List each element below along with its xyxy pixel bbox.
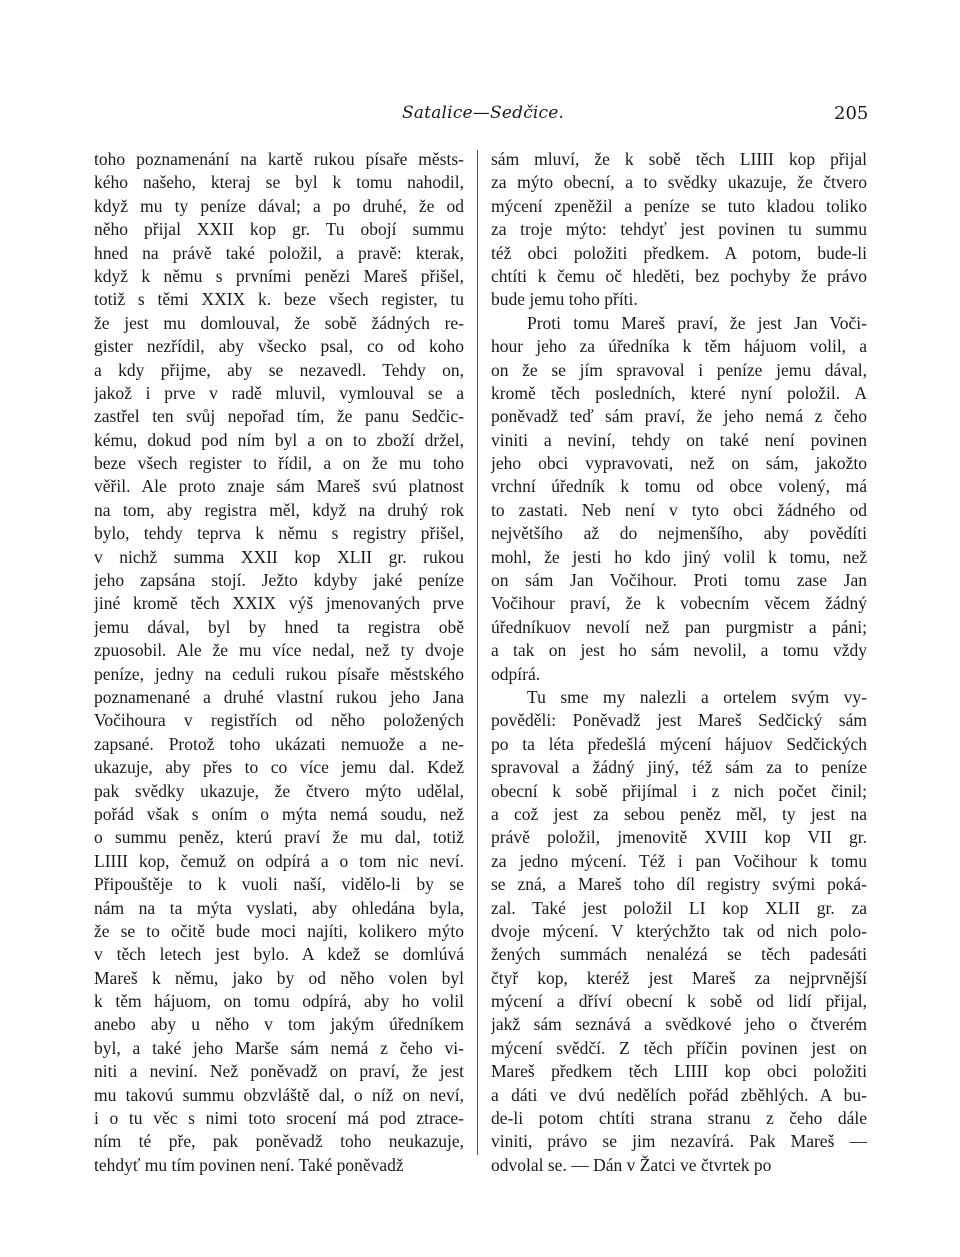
text-line: anebo aby u něho v tom jakým úředníkem bbox=[94, 1014, 464, 1035]
text-line: obecní k sobě přijímal i z nich počet činil; bbox=[491, 780, 867, 801]
text-line: Vočihour praví, že k vobecním věcem žádný bbox=[491, 593, 867, 614]
text-line: a kdy přijme, aby se nezavedl. Tehdy on, bbox=[94, 359, 464, 380]
text-line: k těm hájuom, on tomu odpírá, aby ho volil bbox=[94, 991, 464, 1012]
text-line: beze všech register to řídil, a on že mu toho bbox=[94, 453, 464, 474]
text-line: žených summách nenalézá se těch padesáti bbox=[491, 944, 867, 965]
text-line: mýcení zpeněžil a peníze se tuto kladou toliko bbox=[491, 195, 867, 216]
text-line: a tak on jest ho sám nevolil, a tomu vždy bbox=[491, 640, 867, 661]
text-line: jiné kromě těch XXIX výš jmenovaných prve bbox=[94, 593, 464, 614]
text-line: on že se jím spravoval i peníze jemu dával, bbox=[491, 359, 867, 380]
text-line: v nichž summa XXII kop XLII gr. rukou bbox=[94, 546, 464, 567]
text-line: čtyř kop, kteréž jest Mareš za nejprvnější bbox=[491, 967, 867, 988]
text-line: zapsané. Protož toho ukázati nemuože a ne- bbox=[94, 733, 464, 754]
text-line: gister nezřídil, aby všecko psal, co od koho bbox=[94, 336, 464, 357]
text-line: niti a neviní. Než poněvadž on praví, že jest bbox=[94, 1061, 464, 1082]
text-line: tehdyť mu tím povinen není. Také poněvadž bbox=[94, 1154, 404, 1175]
text-line: za jedno mýcení. Též i pan Vočihour k tomu bbox=[491, 850, 867, 871]
left-text-column bbox=[94, 148, 464, 1177]
text-line: Vočihoura v registřích od něho položených bbox=[94, 710, 464, 731]
text-line: když mu ty peníze dával; a po druhé, že od bbox=[94, 195, 464, 216]
text-line: LIIII kop, čemuž on odpírá a o tom nic neví. bbox=[94, 850, 464, 871]
running-title: Satalice—Sedčice. bbox=[402, 103, 565, 123]
text-line: jemu dával, byl by hned ta registra obě bbox=[94, 616, 464, 637]
text-line: věřil. Ale proto znaje sám Mareš svú platnost bbox=[94, 476, 464, 497]
text-line: jakž sám seznává a svědkové jeho o čtverém bbox=[491, 1014, 867, 1035]
text-line: mu takovú summu obzvláště dal, o níž on neví, bbox=[94, 1084, 464, 1105]
text-line: toho poznamenání na kartě rukou písaře městs- bbox=[94, 149, 464, 169]
right-text-column bbox=[491, 148, 867, 1177]
text-line: jeho zapsána stojí. Ježto kdyby jaké peníze bbox=[94, 570, 464, 591]
text-line: Mareš k němu, jako by od něho volen byl bbox=[94, 967, 464, 988]
text-line: Připouštěje to k vuoli naší, vidělo-li by se bbox=[94, 874, 464, 895]
text-line: poněvadž teď sám praví, že jeho nemá z čeho bbox=[491, 406, 867, 427]
text-line: a dáti ve dvú nedělích pořád zběhlých. A bu- bbox=[491, 1084, 867, 1105]
text-line: za troje mýto: tehdyť jest povinen tu summu bbox=[491, 219, 867, 240]
text-line: bude jemu toho příti. bbox=[491, 289, 638, 310]
text-line: totiž s těmi XXIX k. beze všech register, tu bbox=[94, 289, 464, 310]
page-number: 205 bbox=[834, 103, 869, 124]
text-line: spravoval a žádný jiný, též sám za to peníze bbox=[491, 757, 867, 778]
text-line: kého našeho, kteraj se byl k tomu nahodil, bbox=[94, 172, 464, 193]
text-line: za mýto obecní, a to svědky ukazuje, že čtvero bbox=[491, 172, 867, 193]
text-line: o summu peněz, kterú praví že mu dal, totiž bbox=[94, 827, 464, 848]
text-line: de-li potom chtíti strana stranu z čeho dále bbox=[491, 1108, 867, 1129]
text-line: poznamenané a druhé vlastní rukou jeho Jana bbox=[94, 686, 464, 707]
text-line: Proti tomu Mareš praví, že jest Jan Voči- bbox=[527, 312, 867, 333]
text-line: největšího až do nejmenšího, aby povědíti bbox=[491, 523, 867, 544]
text-line: odpírá. bbox=[491, 663, 541, 684]
text-line: zpuosobil. Ale že mu více nedal, než ty dvoje bbox=[94, 640, 464, 661]
text-line: Mareš předkem těch LIIII kop obci položiti bbox=[491, 1061, 867, 1082]
text-line: že jest mu domlouval, že sobě žádných re- bbox=[94, 312, 464, 333]
text-line: úředníkuov nevolí než pan purgmistr a páni; bbox=[491, 616, 867, 637]
text-line: hour jeho za úředníka k těm hájuom volil, a bbox=[491, 336, 867, 357]
text-line: kromě těch posledních, které nyní položil. A bbox=[491, 382, 867, 403]
text-line: právě položil, jmenovitě XVIII kop VII gr. bbox=[491, 827, 867, 848]
text-line: zal. Také jest položil LI kop XLII gr. za bbox=[491, 897, 867, 918]
text-line: dvoje mýcení. V kterýchžto tak od nich polo- bbox=[491, 920, 867, 941]
text-line: a což jest za sebou peněz měl, ty jest na bbox=[491, 803, 867, 824]
text-line: když k němu s prvními penězi Mareš přišel, bbox=[94, 265, 464, 286]
text-line: hned na právě také položil, a pravě: kterak, bbox=[94, 242, 464, 263]
text-line: jeho obci vypravovati, než on sám, jakožto bbox=[491, 453, 867, 474]
text-line: nám na ta mýta vyslati, aby ohledána byla, bbox=[94, 897, 464, 918]
text-line: viniti, právo se jim nezavírá. Pak Mareš — bbox=[491, 1131, 867, 1152]
text-line: po ta léta předešlá mýcení hájuov Sedčických bbox=[491, 733, 867, 754]
text-line: viniti a neviní, tehdy on také není povinen bbox=[491, 429, 867, 450]
text-line: peníze, jedny na ceduli rukou písaře městského bbox=[94, 663, 464, 684]
text-line: v těch letech jest bylo. A kdež se domlúvá bbox=[94, 944, 464, 965]
text-line: vrchní úředník k tomu od obce volený, má bbox=[491, 476, 867, 497]
text-line: kému, dokud pod ním byl a on to zboží držel, bbox=[94, 429, 464, 450]
text-line: ním té pře, pak poněvadž toho neukazuje, bbox=[94, 1131, 464, 1152]
text-line: bylo, tehdy teprva k němu s registry přišel, bbox=[94, 523, 464, 544]
text-line: na tom, aby registra měl, když na druhý rok bbox=[94, 499, 464, 520]
text-line: se zná, a Mareš toho díl registry svými poká- bbox=[491, 874, 867, 895]
text-line: mýcení a dříví obecní k sobě od lidí přijal, bbox=[491, 991, 867, 1012]
text-line: sám mluví, že k sobě těch LIIII kop přijal bbox=[491, 149, 867, 169]
column-divider bbox=[477, 150, 478, 1155]
text-line: mohl, že jesti ho kdo jiný volil k tomu, než bbox=[491, 546, 867, 567]
text-line: jakož i prve v radě mluvil, vymlouval se a bbox=[94, 382, 464, 403]
text-line: něho přijal XXII kop gr. Tu obojí summu bbox=[94, 219, 464, 240]
text-line: pak svědky ukazuje, že čtvero mýto udělal, bbox=[94, 780, 464, 801]
running-head bbox=[0, 103, 960, 129]
text-line: že se to očitě bude moci najíti, kolikero mýto bbox=[94, 920, 464, 941]
text-line: ukazuje, aby přes to co více jemu dal. Kdež bbox=[94, 757, 464, 778]
text-line: pověděli: Poněvadž jest Mareš Sedčický sám bbox=[491, 710, 867, 731]
text-line: zastřel ten svůj nepořad tím, že panu Sedčic- bbox=[94, 406, 464, 427]
text-line: byl, a také jeho Marše sám nemá z čeho vi- bbox=[94, 1037, 464, 1058]
text-line: chtíti k čemu oč hleděti, bez pochyby že právo bbox=[491, 265, 867, 286]
text-line: Tu sme my nalezli a ortelem svým vy- bbox=[527, 686, 867, 707]
text-line: on sám Jan Vočihour. Proti tomu zase Jan bbox=[491, 570, 867, 591]
text-line: též obci položiti předkem. A potom, bude-li bbox=[491, 242, 867, 263]
text-line: pořád však s oním o mýta nemá soudu, než bbox=[94, 803, 464, 824]
text-line: to zastati. Neb není v tyto obci žádného od bbox=[491, 499, 867, 520]
text-line: i o tu věc s nimi toto srocení má pod ztrace- bbox=[94, 1108, 464, 1129]
text-line: mýcení svědčí. Z těch příčin povinen jest on bbox=[491, 1037, 867, 1058]
text-line: odvolal se. — Dán v Žatci ve čtvrtek po bbox=[491, 1154, 772, 1175]
